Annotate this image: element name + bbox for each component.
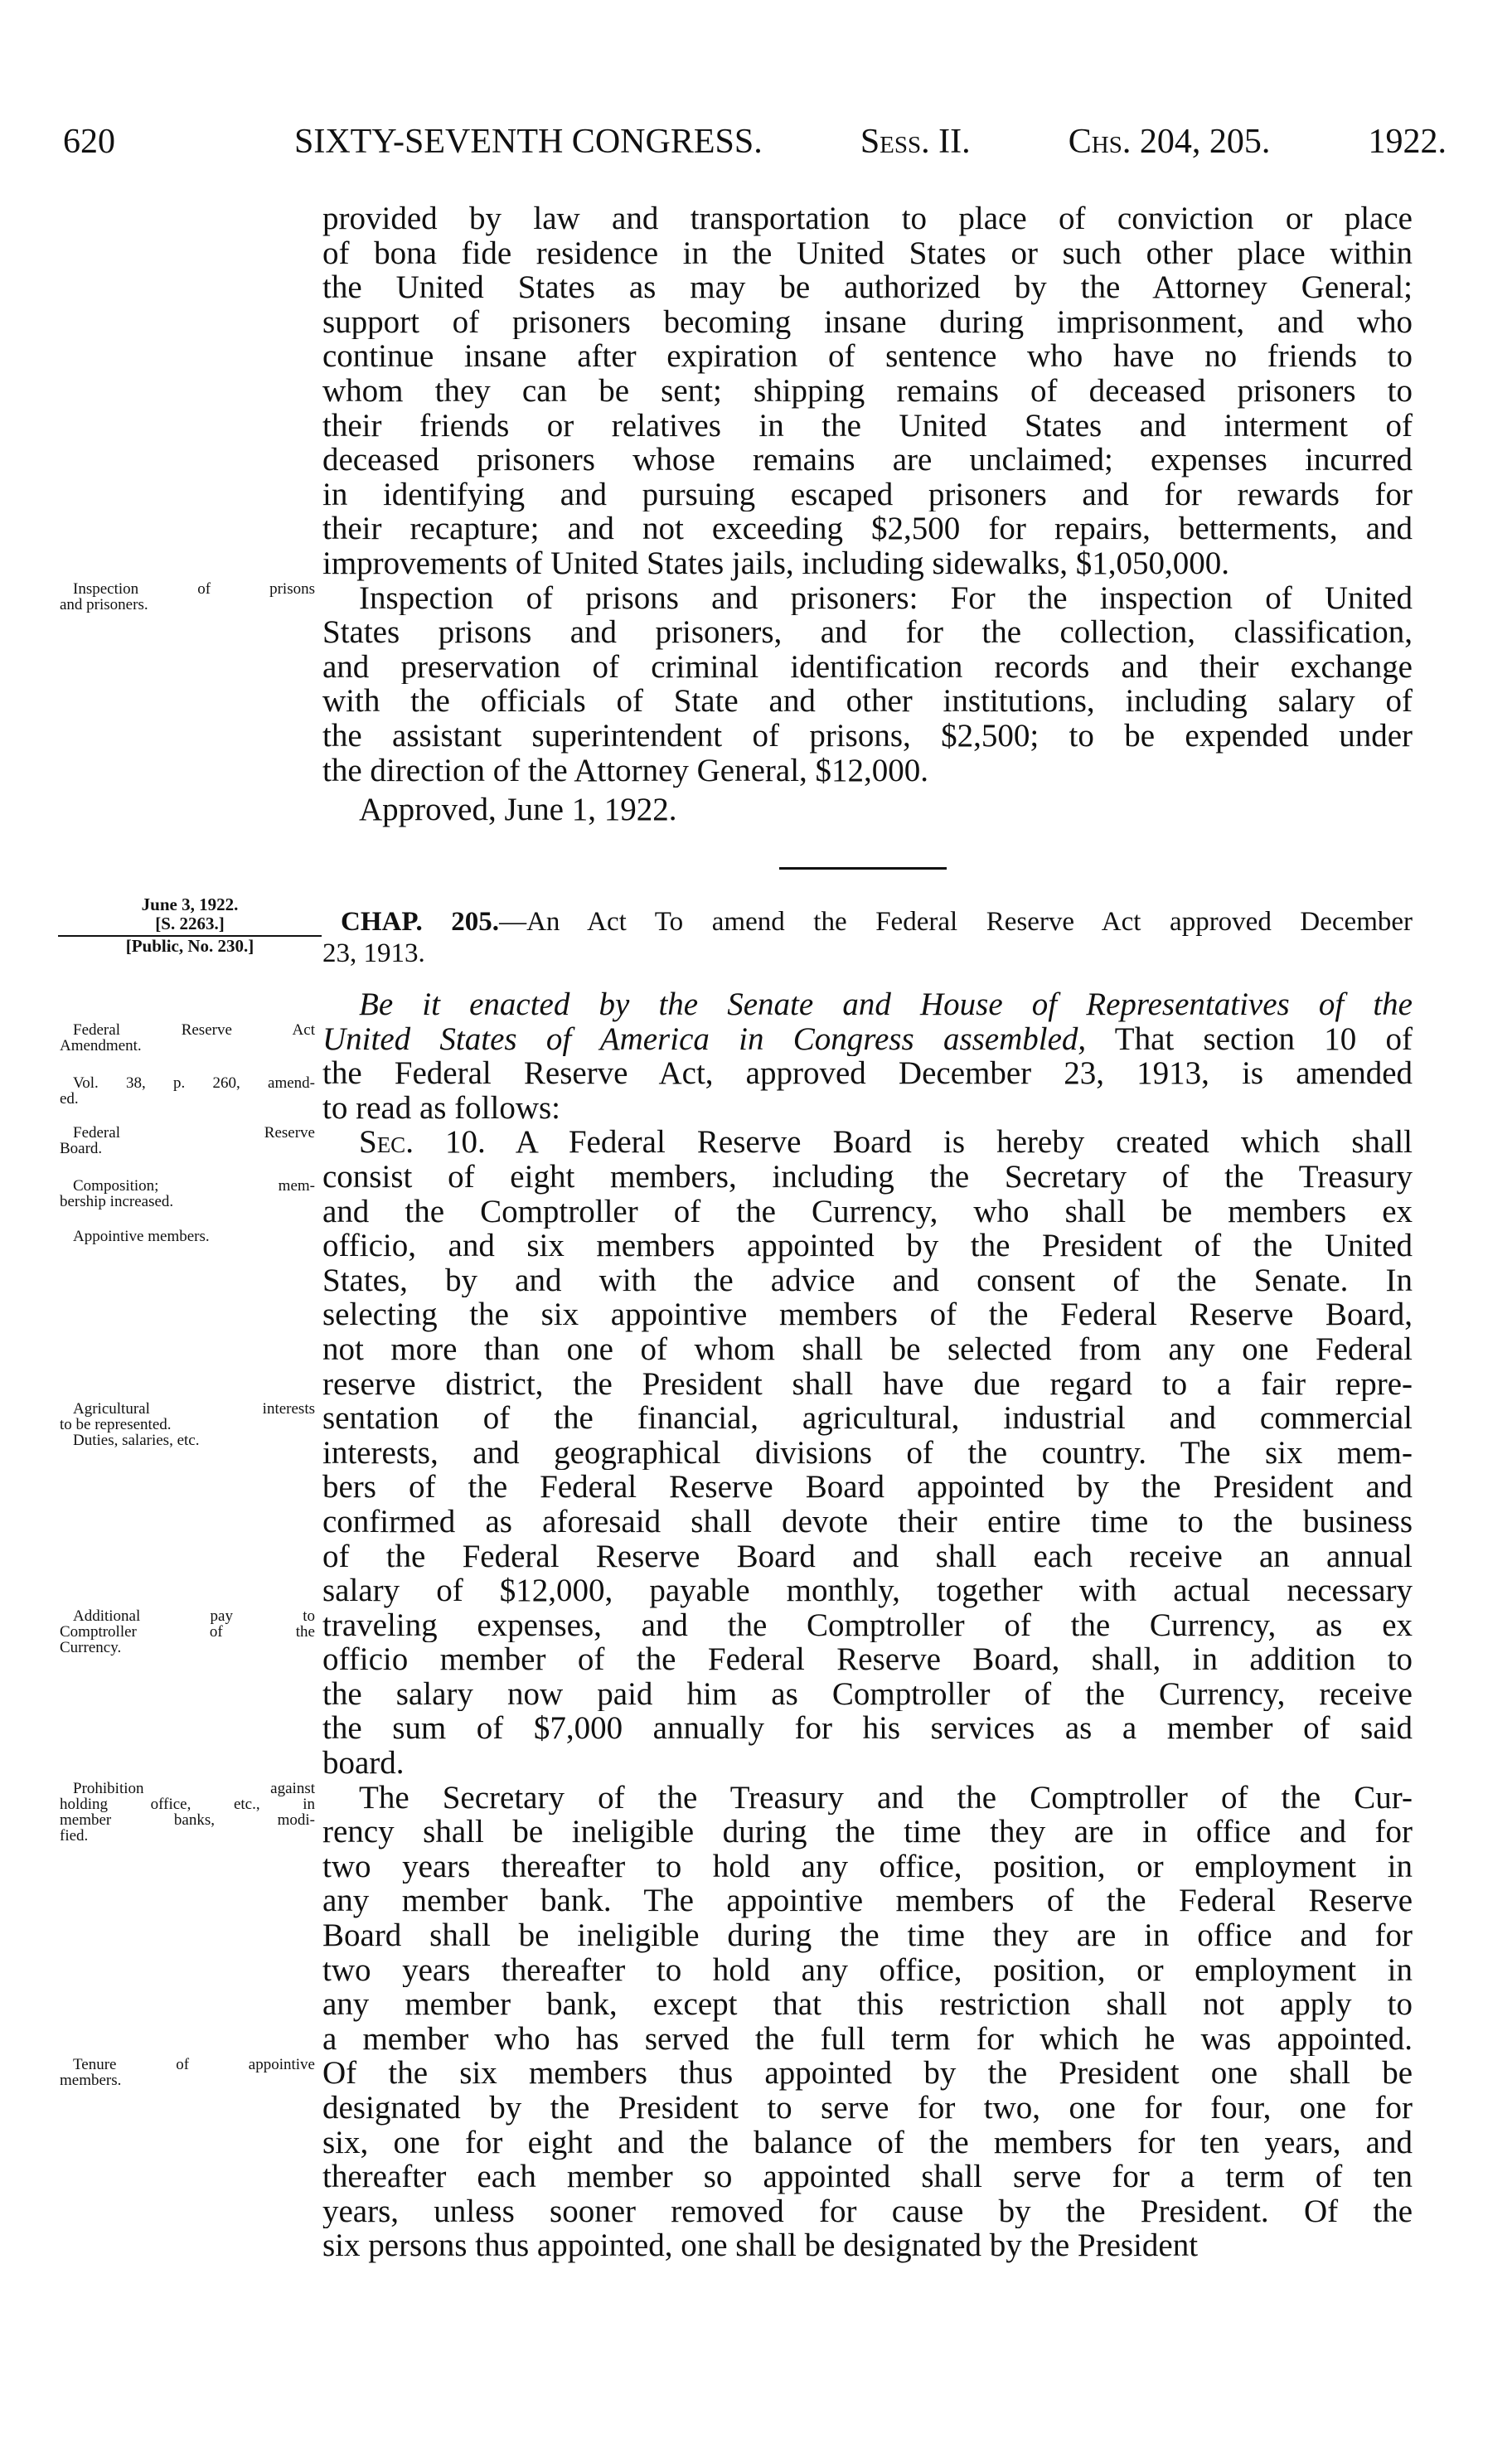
text-segment: That section 10 of: [1086, 1021, 1413, 1057]
margin-note-line: Vol. 38, p. 260, amend-: [73, 1074, 315, 1091]
text-line: traveling expenses, and the Comptroller of the Currency, as ex: [322, 1607, 1413, 1643]
note-spacer: [60, 1054, 315, 1075]
text-line: two years thereafter to hold any office, position, or employment in: [322, 1849, 1413, 1884]
text-line: Inspection of prisons and prisoners: For the inspection of United: [359, 580, 1413, 616]
text-segment: Be it enacted by the Senate and House of Representatives of the: [359, 987, 1413, 1022]
margin-note-line: Amendment.: [60, 1038, 142, 1054]
text-line: bers of the Federal Reserve Board appointed by the President and: [322, 1470, 1413, 1505]
margin-note-line: Prohibition against: [73, 1781, 315, 1796]
text-line: provided by law and transportation to place of conviction or place: [322, 201, 1413, 236]
margin-note: [60, 1608, 315, 1656]
margin-note-line: members.: [60, 2072, 122, 2088]
text-line: States, by and with the advice and consent of the Senate. In: [322, 1263, 1413, 1298]
text-line: their friends or relatives in the United States and interment of: [322, 408, 1413, 444]
running-header: [294, 121, 1447, 162]
margin-note: [60, 1781, 315, 1844]
text-line: officio, and six members appointed by the President of the United: [322, 1229, 1413, 1263]
text-line: six persons thus appointed, one shall be designated by the President: [322, 2228, 1199, 2263]
text-line: [322, 1022, 1413, 1057]
margin-note-line: fied.: [60, 1828, 89, 1844]
margin-note: [60, 2057, 315, 2088]
text-line: with the officials of State and other institutions, including salary of: [322, 684, 1413, 719]
text-line: [322, 906, 1413, 938]
margin-note: [60, 581, 315, 613]
text-line: salary of $12,000, payable monthly, together with actual necessary: [322, 1573, 1413, 1608]
header-chapters: Chs. 204, 205.: [1068, 123, 1271, 161]
text-line: support of prisoners becoming insane during imprisonment, and who: [322, 304, 1413, 340]
text-line: [322, 1125, 1413, 1160]
margin-note-line: Comptroller of the: [60, 1624, 315, 1640]
text-line: years, unless sooner removed for cause by the President. Of the: [322, 2194, 1413, 2229]
margin-note-line: Composition; mem-: [73, 1177, 315, 1194]
text-line: two years thereafter to hold any office, position, or employment in: [322, 1952, 1413, 1988]
text-line: of the Federal Reserve Board and shall each receive an annual: [322, 1539, 1413, 1574]
text-line: of bona fide residence in the United States or such other place within: [322, 235, 1413, 271]
text-line: to read as follows:: [322, 1090, 561, 1126]
text-line: officio member of the Federal Reserve Board, shall, in addition to: [322, 1642, 1413, 1677]
chapter-divider: [779, 867, 947, 870]
text-line: and the Comptroller of the Currency, who shall be members ex: [322, 1194, 1413, 1229]
text-segment: A Federal Reserve Board is hereby created which shall: [485, 1125, 1413, 1160]
text-line: consist of eight members, including the Secretary of the Treasury: [322, 1159, 1413, 1195]
text-line: reserve district, the President shall have due regard to a fair repre-: [322, 1366, 1413, 1402]
text-segment: —An Act To amend the Federal Reserve Act approved December: [499, 907, 1413, 937]
margin-note-line: Tenure of appointive: [73, 2057, 315, 2072]
text-segment: United States of America in Congress assembled,: [322, 1021, 1087, 1057]
text-line: any member bank, except that this restriction shall not apply to: [322, 1987, 1413, 2022]
margin-note-line: Appointive members.: [73, 1229, 210, 1244]
text-line: Board shall be ineligible during the time they are in office and for: [322, 1918, 1413, 1953]
text-line: the Federal Reserve Act, approved December 23, 1913, is amended: [322, 1056, 1413, 1091]
text-line: their recapture; and not exceeding $2,500 for repairs, betterments, and: [322, 511, 1413, 546]
text-line: the United States as may be authorized by the Attorney General;: [322, 270, 1413, 305]
margin-note-line: Board.: [60, 1141, 103, 1156]
margin-note-line: bership increased.: [60, 1193, 174, 1210]
text-line: continue insane after expiration of sentence who have no friends to: [322, 339, 1413, 374]
margin-note-line: Currency.: [60, 1640, 122, 1656]
margin-note-line: Inspection of prisons: [73, 581, 315, 597]
text-line: and preservation of criminal identification records and their exchange: [322, 649, 1413, 685]
bill-number: [S. 2263.]: [155, 914, 225, 933]
header-congress: SIXTY-SEVENTH CONGRESS.: [294, 123, 763, 161]
text-line: thereafter each member so appointed shall serve for a term of ten: [322, 2160, 1413, 2194]
margin-note: [60, 1022, 315, 1107]
text-line: States prisons and prisoners, and for the collection, classification,: [322, 615, 1413, 650]
text-line: any member bank. The appointive members of the Federal Reserve: [322, 1883, 1413, 1919]
margin-note-line: to be represented.: [60, 1417, 172, 1433]
text-line: the salary now paid him as Comptroller of the Currency, receive: [322, 1676, 1413, 1712]
margin-note-line: Additional pay to: [73, 1608, 315, 1624]
margin-note-line: Agricultural interests: [73, 1401, 315, 1417]
approval-info: [58, 895, 322, 956]
margin-note-line: and prisoners.: [60, 597, 148, 613]
note-spacer: [60, 1156, 315, 1178]
text-line: selecting the six appointive members of the Federal Reserve Board,: [322, 1297, 1413, 1332]
text-block-appropriations: [322, 201, 1413, 788]
approval-date: June 3, 1922.: [141, 894, 239, 914]
text-line: 23, 1913.: [322, 938, 425, 968]
public-law-number: [Public, No. 230.]: [125, 936, 254, 956]
margin-note-line: holding office, etc., in: [60, 1796, 315, 1812]
text-line: board.: [322, 1746, 405, 1781]
page-number: 620: [63, 123, 115, 161]
margin-note-line: member banks, modi-: [60, 1812, 315, 1828]
text-line: rency shall be ineligible during the time they are in office and for: [322, 1815, 1413, 1849]
text-line: designated by the President to serve for two, one for four, one for: [322, 2091, 1413, 2126]
header-session: Sess. II.: [860, 123, 971, 161]
text-line: in identifying and pursuing escaped prisoners and for rewards for: [322, 477, 1413, 512]
text-line: deceased prisoners whose remains are unclaimed; expenses incurred: [322, 443, 1413, 478]
text-line: not more than one of whom shall be selected from any one Federal: [322, 1331, 1413, 1367]
text-line: whom they can be sent; shipping remains of deceased prisoners to: [322, 373, 1413, 409]
margin-note: [60, 1401, 315, 1448]
margin-note-line: Duties, salaries, etc.: [73, 1433, 200, 1448]
approval-line: [322, 793, 1413, 827]
text-segment: CHAP. 205.: [341, 907, 500, 937]
margin-note-line: ed.: [60, 1090, 79, 1107]
header-year: 1922.: [1368, 123, 1447, 161]
text-line: improvements of United States jails, including sidewalks, $1,050,000.: [322, 545, 1230, 581]
text-line: interests, and geographical divisions of the country. The six mem-: [322, 1435, 1413, 1471]
text-line: six, one for eight and the balance of the members for ten years, and: [322, 2125, 1413, 2160]
text-line: a member who has served the full term for which he was appointed.: [322, 2021, 1413, 2057]
margin-note: [60, 1229, 315, 1244]
text-line: sentation of the financial, agricultural, industrial and commercial: [322, 1401, 1413, 1436]
text-line: the sum of $7,000 annually for his services as a member of said: [322, 1711, 1413, 1747]
text-line: the direction of the Attorney General, $12,000.: [322, 753, 929, 788]
text-line: Of the six members thus appointed by the President one shall be: [322, 2056, 1413, 2091]
text-segment: Sec. 10.: [359, 1125, 486, 1160]
text-line: the assistant superintendent of prisons, $2,500; to be expended under: [322, 718, 1413, 754]
chapter-title: [322, 906, 1413, 969]
text-block-federal-reserve: [322, 987, 1413, 2263]
margin-note-line: Federal Reserve: [73, 1125, 315, 1141]
margin-note: [60, 1125, 315, 1210]
text-line: Approved, June 1, 1922.: [359, 793, 677, 827]
text-line: [322, 987, 1413, 1022]
text-line: The Secretary of the Treasury and the Comptroller of the Cur-: [359, 1780, 1413, 1816]
margin-note-line: Federal Reserve Act: [73, 1022, 315, 1038]
text-line: confirmed as aforesaid shall devote their entire time to the business: [322, 1504, 1413, 1539]
